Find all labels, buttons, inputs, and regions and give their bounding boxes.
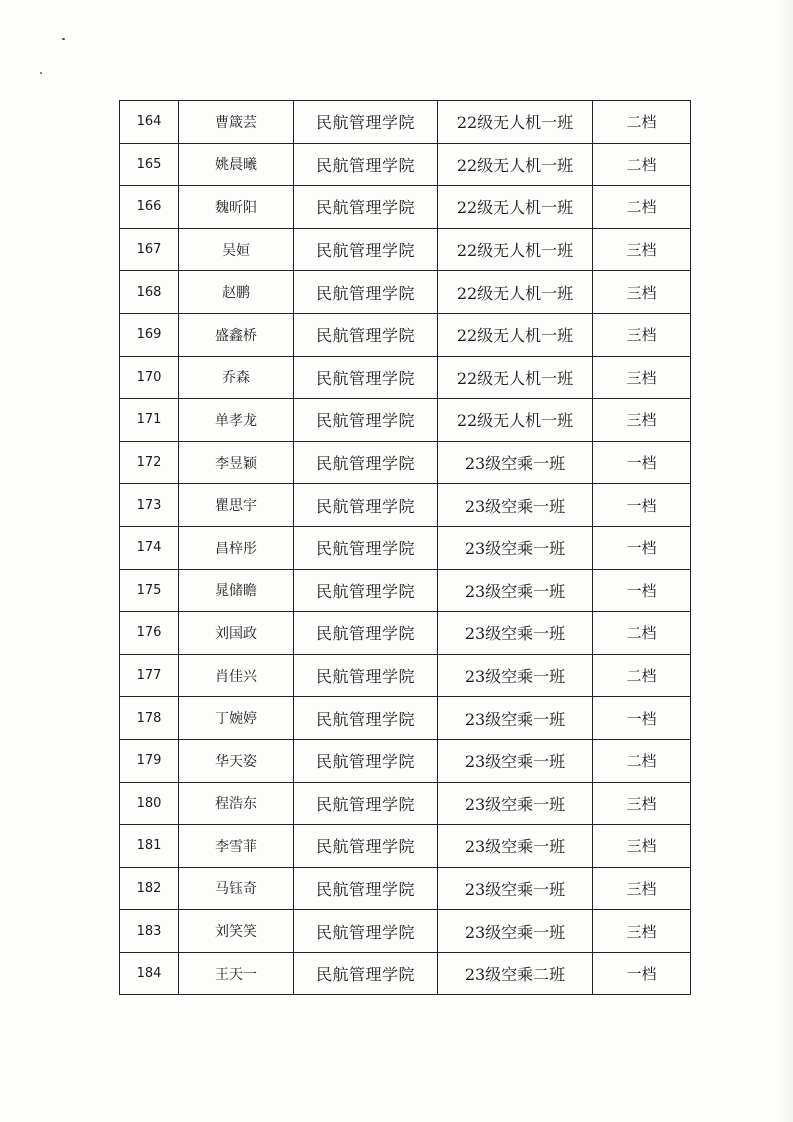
college-cell: 民航管理学院 bbox=[294, 867, 438, 910]
class-cell: 23级空乘一班 bbox=[438, 867, 593, 910]
college-cell: 民航管理学院 bbox=[294, 910, 438, 953]
level-cell: 三档 bbox=[593, 271, 691, 314]
college-cell: 民航管理学院 bbox=[294, 228, 438, 271]
student-name-cell: 盛鑫桥 bbox=[179, 313, 294, 356]
college-cell: 民航管理学院 bbox=[294, 654, 438, 697]
student-name-cell: 肖佳兴 bbox=[179, 654, 294, 697]
table-row bbox=[120, 654, 691, 697]
row-number-cell: 180 bbox=[120, 782, 179, 825]
scan-speck-mark bbox=[62, 38, 65, 40]
class-cell: 23级空乘一班 bbox=[438, 526, 593, 569]
table-row bbox=[120, 441, 691, 484]
college-cell: 民航管理学院 bbox=[294, 186, 438, 229]
row-number-cell: 179 bbox=[120, 739, 179, 782]
scan-edge-shadow bbox=[777, 0, 793, 1122]
class-cell: 23级空乘一班 bbox=[438, 654, 593, 697]
class-cell: 22级无人机一班 bbox=[438, 143, 593, 186]
level-cell: 一档 bbox=[593, 441, 691, 484]
row-number-cell: 175 bbox=[120, 569, 179, 612]
class-cell: 23级空乘一班 bbox=[438, 569, 593, 612]
table-row bbox=[120, 228, 691, 271]
row-number-cell: 170 bbox=[120, 356, 179, 399]
class-cell: 22级无人机一班 bbox=[438, 399, 593, 442]
row-number-cell: 167 bbox=[120, 228, 179, 271]
table-row bbox=[120, 867, 691, 910]
college-cell: 民航管理学院 bbox=[294, 569, 438, 612]
student-name-cell: 单孝龙 bbox=[179, 399, 294, 442]
student-name-cell: 马钰奇 bbox=[179, 867, 294, 910]
class-cell: 23级空乘一班 bbox=[438, 825, 593, 868]
student-name-cell: 吴姮 bbox=[179, 228, 294, 271]
college-cell: 民航管理学院 bbox=[294, 441, 438, 484]
level-cell: 二档 bbox=[593, 654, 691, 697]
table-row bbox=[120, 952, 691, 995]
row-number-cell: 165 bbox=[120, 143, 179, 186]
table-row bbox=[120, 910, 691, 953]
college-cell: 民航管理学院 bbox=[294, 356, 438, 399]
level-cell: 一档 bbox=[593, 526, 691, 569]
class-cell: 23级空乘二班 bbox=[438, 952, 593, 995]
student-name-cell: 华天姿 bbox=[179, 739, 294, 782]
level-cell: 二档 bbox=[593, 101, 691, 144]
level-cell: 二档 bbox=[593, 143, 691, 186]
level-cell: 三档 bbox=[593, 228, 691, 271]
college-cell: 民航管理学院 bbox=[294, 484, 438, 527]
student-name-cell: 刘国政 bbox=[179, 612, 294, 655]
student-name-cell: 曹箴芸 bbox=[179, 101, 294, 144]
level-cell: 三档 bbox=[593, 825, 691, 868]
class-cell: 23级空乘一班 bbox=[438, 612, 593, 655]
class-cell: 22级无人机一班 bbox=[438, 313, 593, 356]
student-name-cell: 乔森 bbox=[179, 356, 294, 399]
roster-table-body bbox=[120, 101, 691, 995]
table-row bbox=[120, 782, 691, 825]
table-row bbox=[120, 569, 691, 612]
level-cell: 三档 bbox=[593, 356, 691, 399]
level-cell: 三档 bbox=[593, 399, 691, 442]
class-cell: 22级无人机一班 bbox=[438, 271, 593, 314]
table-row bbox=[120, 697, 691, 740]
college-cell: 民航管理学院 bbox=[294, 612, 438, 655]
row-number-cell: 183 bbox=[120, 910, 179, 953]
college-cell: 民航管理学院 bbox=[294, 825, 438, 868]
level-cell: 三档 bbox=[593, 782, 691, 825]
student-name-cell: 王天一 bbox=[179, 952, 294, 995]
level-cell: 一档 bbox=[593, 697, 691, 740]
row-number-cell: 171 bbox=[120, 399, 179, 442]
table-row bbox=[120, 101, 691, 144]
student-name-cell: 李雪菲 bbox=[179, 825, 294, 868]
college-cell: 民航管理学院 bbox=[294, 952, 438, 995]
row-number-cell: 169 bbox=[120, 313, 179, 356]
level-cell: 三档 bbox=[593, 313, 691, 356]
class-cell: 23级空乘一班 bbox=[438, 697, 593, 740]
student-name-cell: 瞿思宇 bbox=[179, 484, 294, 527]
table-row bbox=[120, 313, 691, 356]
student-name-cell: 晁储瞻 bbox=[179, 569, 294, 612]
student-name-cell: 昌梓彤 bbox=[179, 526, 294, 569]
student-name-cell: 李昱颖 bbox=[179, 441, 294, 484]
row-number-cell: 178 bbox=[120, 697, 179, 740]
class-cell: 23级空乘一班 bbox=[438, 484, 593, 527]
student-name-cell: 刘笑笑 bbox=[179, 910, 294, 953]
level-cell: 一档 bbox=[593, 484, 691, 527]
level-cell: 二档 bbox=[593, 186, 691, 229]
level-cell: 三档 bbox=[593, 867, 691, 910]
class-cell: 22级无人机一班 bbox=[438, 356, 593, 399]
student-name-cell: 赵鹏 bbox=[179, 271, 294, 314]
class-cell: 22级无人机一班 bbox=[438, 101, 593, 144]
row-number-cell: 182 bbox=[120, 867, 179, 910]
row-number-cell: 166 bbox=[120, 186, 179, 229]
class-cell: 22级无人机一班 bbox=[438, 228, 593, 271]
class-cell: 23级空乘一班 bbox=[438, 739, 593, 782]
row-number-cell: 174 bbox=[120, 526, 179, 569]
college-cell: 民航管理学院 bbox=[294, 101, 438, 144]
roster-table bbox=[119, 100, 691, 995]
row-number-cell: 176 bbox=[120, 612, 179, 655]
row-number-cell: 172 bbox=[120, 441, 179, 484]
row-number-cell: 164 bbox=[120, 101, 179, 144]
student-name-cell: 丁婉婷 bbox=[179, 697, 294, 740]
table-row bbox=[120, 143, 691, 186]
student-name-cell: 姚晨曦 bbox=[179, 143, 294, 186]
level-cell: 三档 bbox=[593, 910, 691, 953]
table-row bbox=[120, 271, 691, 314]
level-cell: 二档 bbox=[593, 739, 691, 782]
table-row bbox=[120, 526, 691, 569]
row-number-cell: 173 bbox=[120, 484, 179, 527]
row-number-cell: 177 bbox=[120, 654, 179, 697]
college-cell: 民航管理学院 bbox=[294, 399, 438, 442]
table-row bbox=[120, 399, 691, 442]
table-row bbox=[120, 356, 691, 399]
scan-speck-mark bbox=[40, 72, 42, 74]
student-name-cell: 程浩东 bbox=[179, 782, 294, 825]
college-cell: 民航管理学院 bbox=[294, 782, 438, 825]
class-cell: 22级无人机一班 bbox=[438, 186, 593, 229]
class-cell: 23级空乘一班 bbox=[438, 910, 593, 953]
college-cell: 民航管理学院 bbox=[294, 313, 438, 356]
table-row bbox=[120, 186, 691, 229]
row-number-cell: 181 bbox=[120, 825, 179, 868]
college-cell: 民航管理学院 bbox=[294, 143, 438, 186]
college-cell: 民航管理学院 bbox=[294, 739, 438, 782]
college-cell: 民航管理学院 bbox=[294, 271, 438, 314]
table-row bbox=[120, 612, 691, 655]
student-name-cell: 魏昕阳 bbox=[179, 186, 294, 229]
table-row bbox=[120, 739, 691, 782]
college-cell: 民航管理学院 bbox=[294, 697, 438, 740]
table-row bbox=[120, 484, 691, 527]
row-number-cell: 168 bbox=[120, 271, 179, 314]
row-number-cell: 184 bbox=[120, 952, 179, 995]
class-cell: 23级空乘一班 bbox=[438, 441, 593, 484]
level-cell: 一档 bbox=[593, 952, 691, 995]
class-cell: 23级空乘一班 bbox=[438, 782, 593, 825]
table-row bbox=[120, 825, 691, 868]
college-cell: 民航管理学院 bbox=[294, 526, 438, 569]
level-cell: 二档 bbox=[593, 612, 691, 655]
level-cell: 一档 bbox=[593, 569, 691, 612]
